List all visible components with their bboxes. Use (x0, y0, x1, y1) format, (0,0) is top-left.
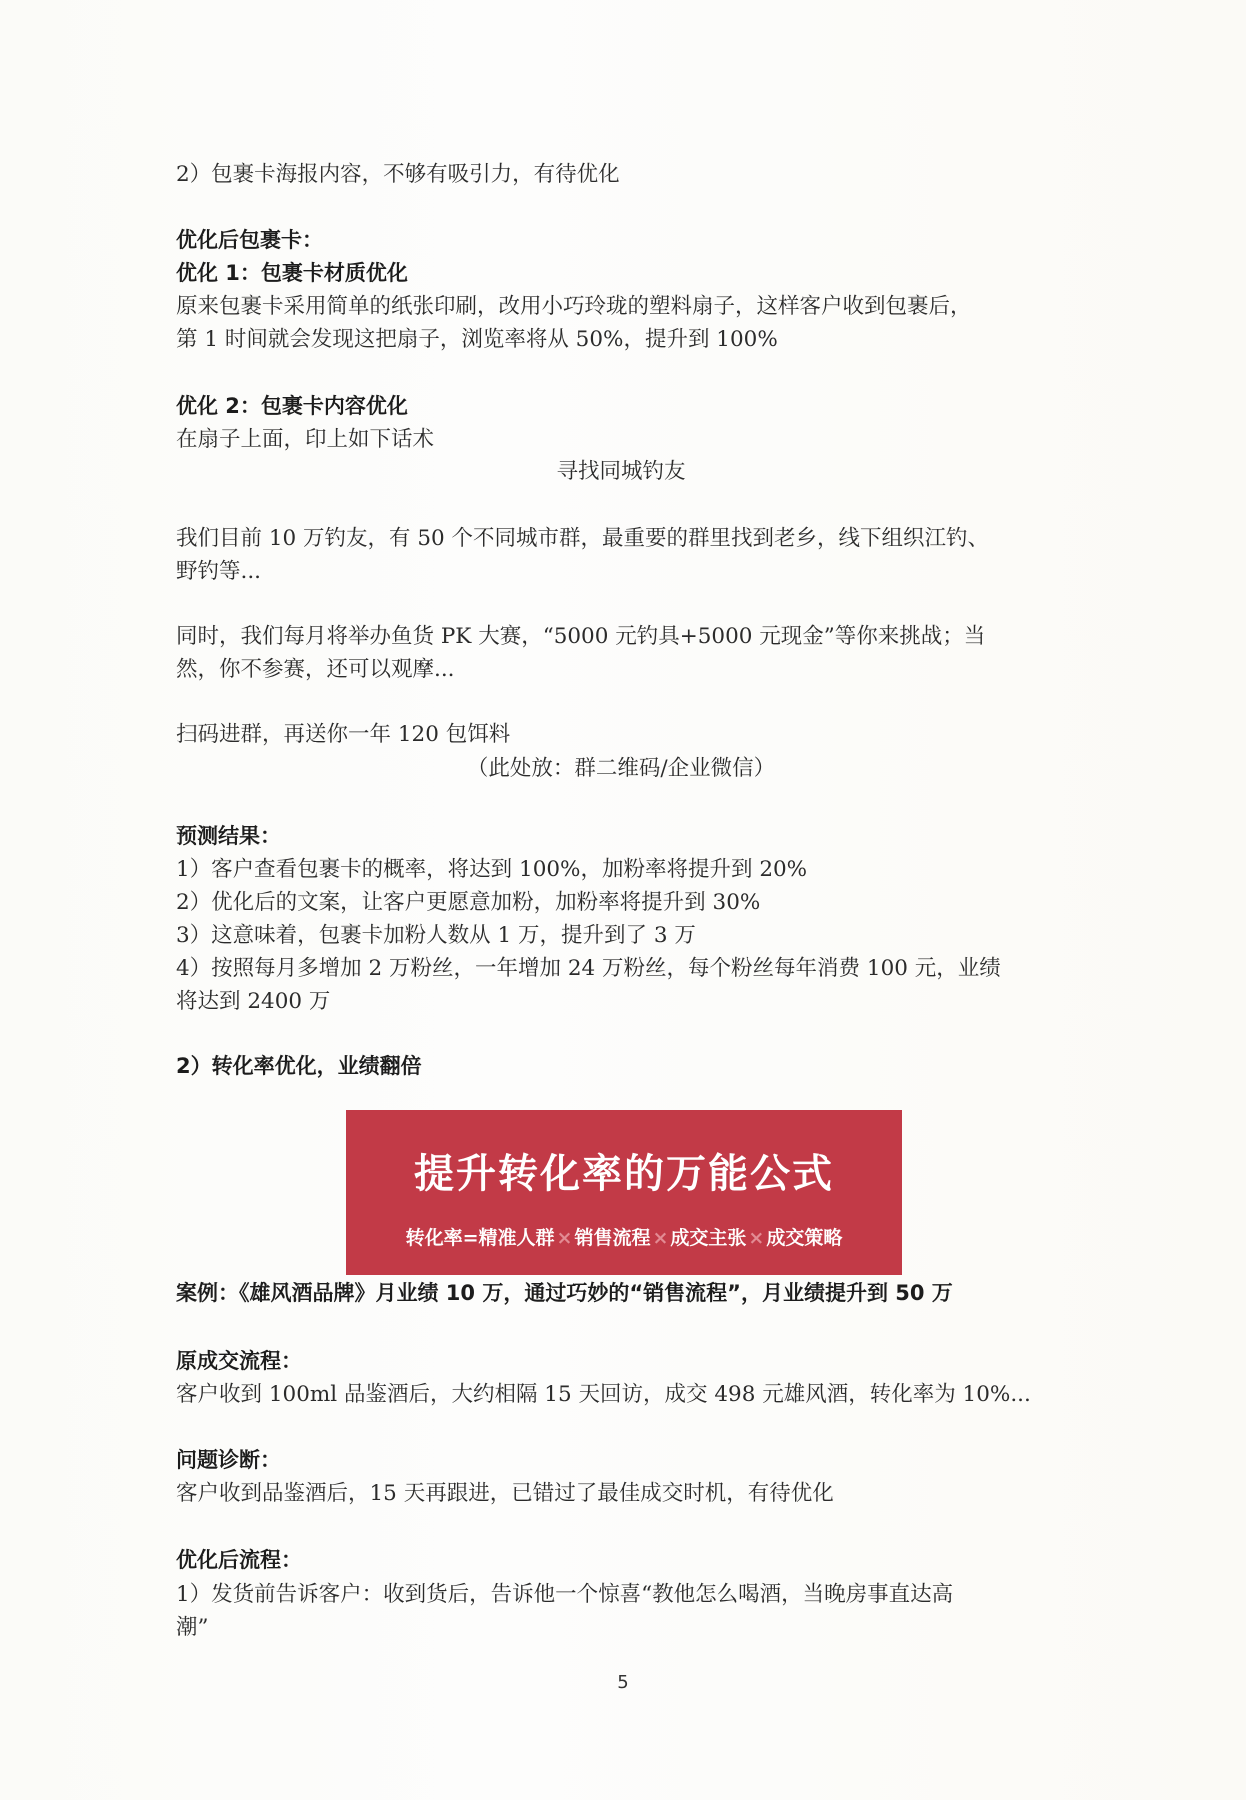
page-number: 5 (617, 1672, 629, 1693)
section-heading: 2）转化率优化，业绩翻倍 (176, 1054, 422, 1078)
formula-term: 销售流程 (574, 1227, 651, 1249)
fan-headline: 寻找同城钓友 (556, 459, 686, 484)
list-item: 潮” (176, 1615, 209, 1640)
text-line: 然，你不参赛，还可以观摩... (176, 657, 455, 682)
subsection-heading: 优化 2：包裹卡内容优化 (176, 394, 408, 418)
text-line: 野钓等... (176, 559, 262, 584)
section-heading: 优化后包裹卡： (176, 228, 323, 252)
list-item: 3）这意味着，包裹卡加粉人数从 1 万，提升到了 3 万 (176, 923, 696, 948)
formula-term: 成交策略 (766, 1227, 843, 1249)
text-line: 扫码进群，再送你一年 120 包饵料 (176, 722, 511, 747)
list-item: 将达到 2400 万 (176, 989, 331, 1014)
list-item: 1）客户查看包裹卡的概率，将达到 100%，加粉率将提升到 20% (176, 857, 808, 882)
formula-term: 成交主张 (670, 1227, 747, 1249)
times-icon: × (556, 1227, 573, 1249)
text-line: 原来包裹卡采用简单的纸张印刷，改用小巧玲珑的塑料扇子，这样客户收到包裹后， (176, 294, 972, 319)
list-item: 2）优化后的文案，让客户更愿意加粉，加粉率将提升到 30% (176, 890, 761, 915)
banner-title: 提升转化率的万能公式 (414, 1151, 834, 1197)
formula-term: 转化率=精准人群 (405, 1227, 555, 1249)
section-heading: 问题诊断： (176, 1448, 281, 1472)
section-heading: 预测结果： (176, 824, 281, 848)
text-line: 第 1 时间就会发现这把扇子，浏览率将从 50%，提升到 100% (176, 327, 778, 352)
case-heading: 案例：《雄风酒品牌》月业绩 10 万，通过巧妙的“销售流程”，月业绩提升到 50 万 (176, 1281, 953, 1305)
text-line: 客户收到品鉴酒后，15 天再跟进，已错过了最佳成交时机，有待优化 (176, 1481, 834, 1506)
text-line: 2）包裹卡海报内容，不够有吸引力，有待优化 (176, 162, 620, 187)
section-heading: 优化后流程： (176, 1548, 302, 1572)
formula-banner (346, 1110, 902, 1275)
banner-formula (346, 1223, 902, 1250)
times-icon: × (652, 1227, 669, 1249)
subsection-heading: 优化 1：包裹卡材质优化 (176, 261, 408, 285)
qr-placeholder-note: （此处放：群二维码/企业微信） (466, 756, 776, 781)
section-heading: 原成交流程： (176, 1349, 302, 1373)
list-item: 1）发货前告诉客户：收到货后，告诉他一个惊喜“教他怎么喝酒，当晚房事直达高 (176, 1582, 954, 1607)
list-item: 4）按照每月多增加 2 万粉丝，一年增加 24 万粉丝，每个粉丝每年消费 100 元，业绩 (176, 956, 1001, 981)
text-line: 客户收到 100ml 品鉴酒后，大约相隔 15 天回访，成交 498 元雄风酒，转化率为 10%... (176, 1382, 1031, 1407)
text-line: 同时，我们每月将举办鱼货 PK 大赛，“5000 元钓具+5000 元现金”等你来挑战；当 (176, 624, 986, 649)
text-line: 在扇子上面，印上如下话术 (176, 427, 435, 452)
times-icon: × (748, 1227, 765, 1249)
text-line: 我们目前 10 万钓友，有 50 个不同城市群，最重要的群里找到老乡，线下组织江钓、 (176, 526, 990, 551)
